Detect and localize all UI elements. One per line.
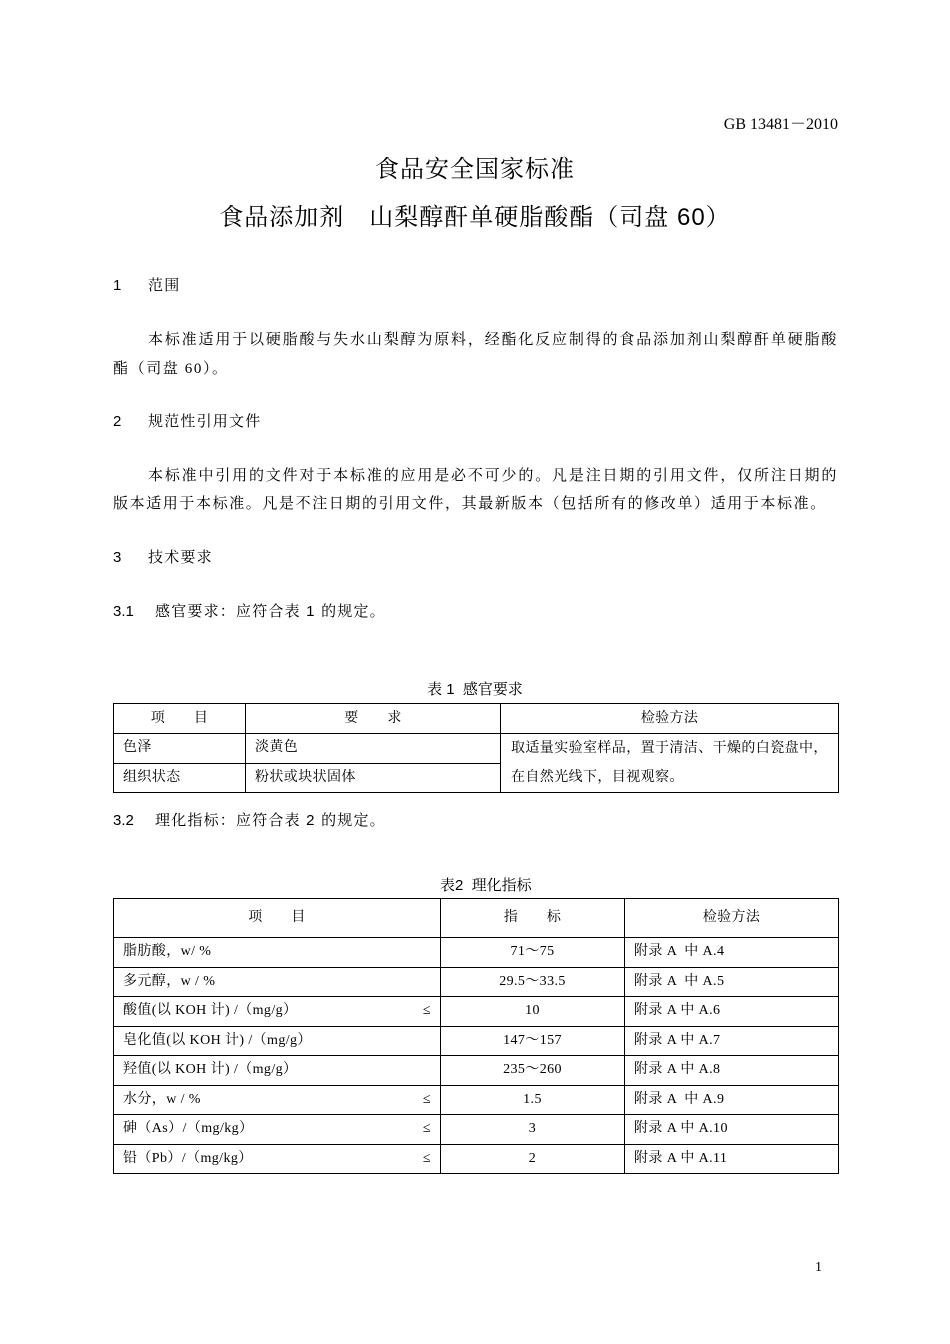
item-cell — [114, 997, 441, 1027]
table-header-row — [114, 899, 839, 938]
value-cell: 147～157 — [441, 1026, 625, 1056]
page-number: 1 — [815, 1260, 822, 1275]
section-title: 范围 — [148, 277, 181, 294]
item-label: 水分，w / % — [123, 1091, 201, 1107]
item-label: 酸值(以 KOH 计) /（mg/g） — [123, 1003, 298, 1019]
value-cell: 1.5 — [441, 1085, 625, 1115]
sensory-requirements-table — [113, 703, 839, 793]
column-header-method: 检验方法 — [501, 704, 839, 734]
column-header-requirement: 要 求 — [246, 704, 501, 734]
item-cell — [114, 1115, 441, 1145]
item-cell — [114, 1056, 441, 1086]
value-cell: 71～75 — [441, 938, 625, 968]
limit-sign: ≤ — [422, 1003, 431, 1019]
table-row — [114, 1026, 839, 1056]
section-number: 3.1 — [113, 603, 134, 620]
limit-sign: ≤ — [422, 1150, 431, 1166]
column-header-value: 指 标 — [441, 899, 625, 938]
section-2-paragraph: 本标准中引用的文件对于本标准的应用是必不可少的。凡是注日期的引用文件，仅所注日期的版本适用于本标准。凡是不注日期的引用文件，其最新版本（包括所有的修改单）适用于本标准。 — [113, 468, 838, 512]
method-cell: 附录 A 中 A.5 — [625, 967, 839, 997]
section-title: 感官要求：应符合表 1 的规定。 — [155, 603, 386, 620]
section-number: 3 — [113, 549, 122, 566]
limit-sign: ≤ — [422, 1091, 431, 1107]
method-cell: 附录 A 中 A.9 — [625, 1085, 839, 1115]
item-label: 脂肪酸，w/ % — [123, 944, 212, 960]
table-row — [114, 938, 839, 968]
section-2-heading — [113, 412, 261, 432]
item-cell — [114, 1026, 441, 1056]
item-cell — [114, 1085, 441, 1115]
section-title: 规范性引用文件 — [148, 413, 262, 430]
item-label: 羟值(以 KOH 计) /（mg/g） — [123, 1062, 298, 1078]
section-title: 技术要求 — [148, 549, 213, 566]
method-cell: 取适量实验室样品，置于清洁、干燥的白瓷盘中，在自然光线下，目视观察。 — [501, 734, 839, 793]
value-cell: 3 — [441, 1115, 625, 1145]
table-header-row — [114, 704, 839, 734]
method-cell: 附录 A 中 A.8 — [625, 1056, 839, 1086]
item-label: 铅（Pb）/（mg/kg） — [123, 1150, 253, 1166]
section-1-heading — [113, 276, 180, 296]
requirement-cell: 淡黄色 — [246, 734, 501, 764]
item-cell: 组织状态 — [114, 763, 246, 793]
value-cell: 10 — [441, 997, 625, 1027]
table-row — [114, 967, 839, 997]
table-2-caption: 表2 理化指标 — [440, 877, 532, 894]
method-cell: 附录 A 中 A.6 — [625, 997, 839, 1027]
value-cell: 29.5～33.5 — [441, 967, 625, 997]
section-number: 3.2 — [113, 812, 134, 829]
table-row — [114, 1115, 839, 1145]
table-row — [114, 1144, 839, 1174]
value-cell: 2 — [441, 1144, 625, 1174]
table-1-caption: 表 1 感官要求 — [427, 681, 523, 698]
section-1-paragraph: 本标准适用于以硬脂酸与失水山梨醇为原料，经酯化反应制得的食品添加剂山梨醇酐单硬脂酸酯（司盘 60）。 — [113, 332, 838, 377]
method-cell: 附录 A 中 A.4 — [625, 938, 839, 968]
value-cell: 235～260 — [441, 1056, 625, 1086]
item-cell — [114, 1144, 441, 1174]
column-header-item: 项 目 — [114, 704, 246, 734]
limit-sign: ≤ — [422, 1121, 431, 1137]
item-label: 砷（As）/（mg/kg） — [123, 1121, 254, 1137]
section-3-1-heading — [113, 602, 386, 622]
table-row — [114, 1085, 839, 1115]
section-title: 理化指标：应符合表 2 的规定。 — [155, 812, 386, 829]
method-cell: 附录 A 中 A.10 — [625, 1115, 839, 1145]
main-title: 食品安全国家标准 — [375, 156, 575, 183]
table-row — [114, 1056, 839, 1086]
standard-code: GB 13481－2010 — [723, 116, 838, 133]
column-header-method: 检验方法 — [625, 899, 839, 938]
section-3-heading — [113, 548, 213, 568]
item-cell — [114, 938, 441, 968]
table-row — [114, 734, 839, 764]
table-row — [114, 997, 839, 1027]
section-3-2-heading — [113, 811, 386, 831]
column-header-item: 项 目 — [114, 899, 441, 938]
item-label: 多元醇，w / % — [123, 973, 216, 989]
section-number: 2 — [113, 413, 122, 430]
section-number: 1 — [113, 277, 122, 294]
sub-title: 食品添加剂 山梨醇酐单硬脂酸酯（司盘 60） — [219, 204, 731, 231]
requirement-cell: 粉状或块状固体 — [246, 763, 501, 793]
physicochemical-indicators-table — [113, 898, 839, 1174]
item-label: 皂化值(以 KOH 计) /（mg/g） — [123, 1032, 312, 1048]
item-cell — [114, 967, 441, 997]
method-cell: 附录 A 中 A.7 — [625, 1026, 839, 1056]
method-cell: 附录 A 中 A.11 — [625, 1144, 839, 1174]
item-cell: 色泽 — [114, 734, 246, 764]
